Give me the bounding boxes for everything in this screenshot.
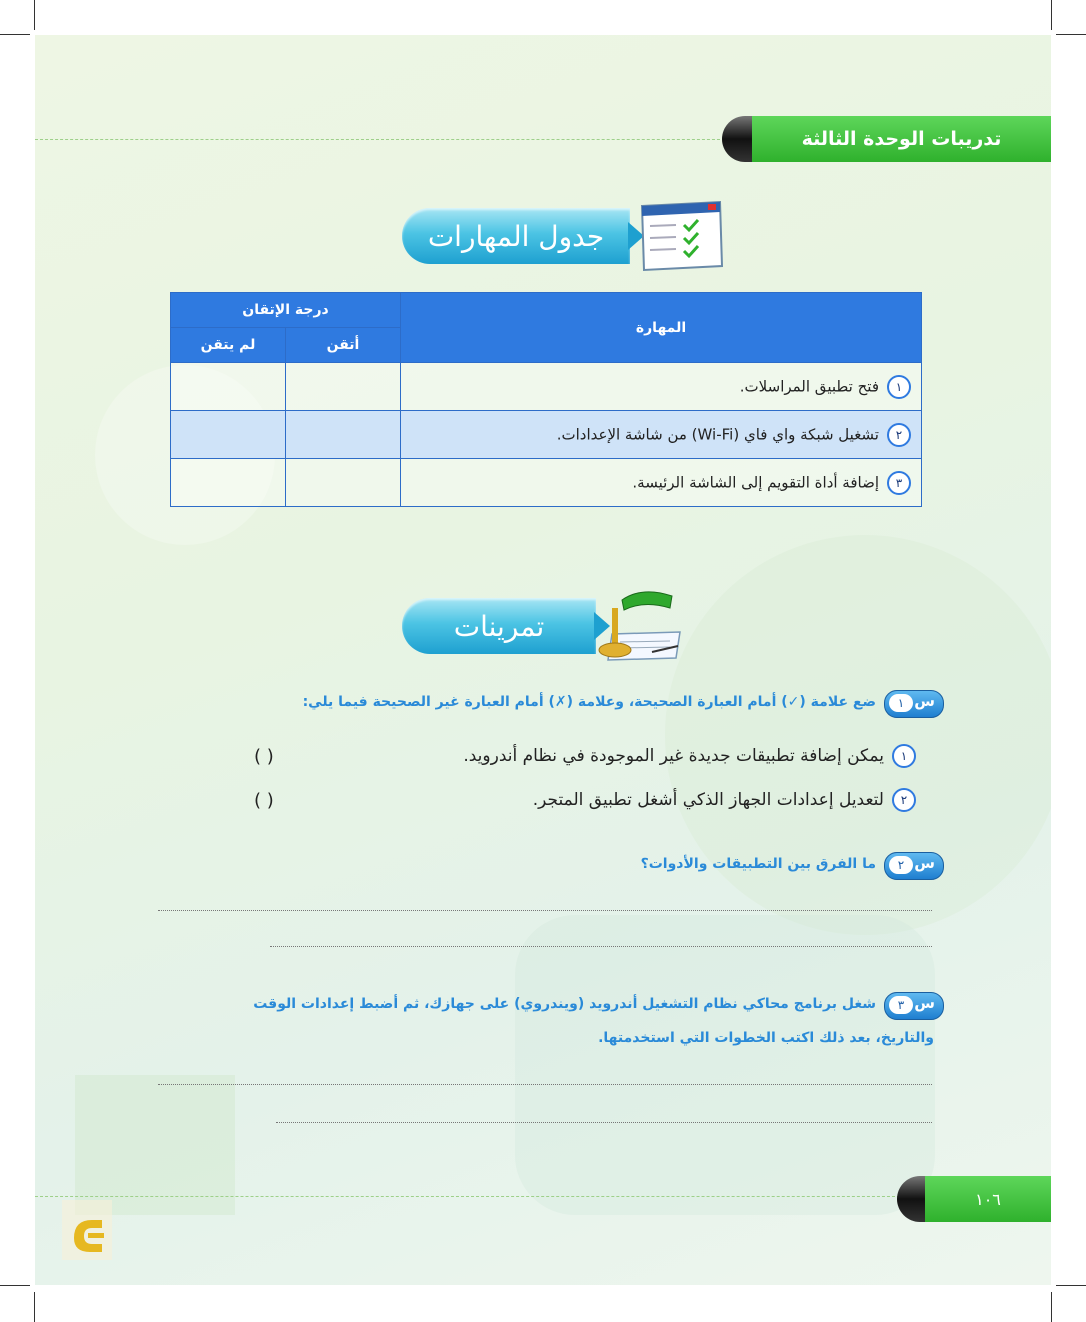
crop-mark — [1056, 34, 1086, 35]
item-number: ١ — [892, 744, 916, 768]
unit-title: تدريبات الوحدة الثالثة — [752, 116, 1051, 162]
col-mastery-header: درجة الإتقان — [171, 293, 401, 328]
question-badge — [884, 992, 944, 1020]
crop-mark — [1051, 1292, 1052, 1322]
skill-text: إضافة أداة التقويم إلى الشاشة الرئيسة. — [632, 473, 879, 491]
skill-text: تشغيل شبكة واي فاي (Wi-Fi) من شاشة الإعدادات. — [556, 425, 879, 443]
answer-line[interactable] — [270, 946, 932, 947]
question-label: س — [914, 994, 935, 1012]
unit-header — [722, 116, 1051, 162]
answer-line[interactable] — [158, 910, 932, 911]
row-number: ١ — [887, 375, 911, 399]
answer-box[interactable]: ( ) — [254, 746, 274, 767]
desk-lamp-icon — [592, 586, 684, 666]
not-mastered-cell[interactable] — [171, 363, 286, 411]
answer-line[interactable] — [158, 1084, 932, 1085]
page-footer — [897, 1176, 1051, 1222]
crop-mark — [1051, 0, 1052, 30]
skill-text: فتح تطبيق المراسلات. — [739, 377, 879, 395]
question-1-text: ضع علامة (✓) أمام العبارة الصحيحة، وعلامة (✗) أمام العبارة غير الصحيحة فيما يلي: — [302, 694, 876, 710]
table-row — [171, 363, 922, 411]
table-row — [171, 411, 922, 459]
exercises-section-title: تمرينات — [402, 598, 596, 654]
mastered-cell[interactable] — [286, 363, 401, 411]
skill-cell — [401, 363, 922, 411]
col-mastered-header: أتقن — [286, 328, 401, 363]
crop-mark — [0, 1285, 30, 1286]
question-number: ١ — [889, 694, 913, 712]
question-number: ٢ — [889, 856, 913, 874]
crop-mark — [1056, 1285, 1086, 1286]
table-row — [171, 459, 922, 507]
question-number: ٣ — [889, 996, 913, 1014]
crop-mark — [34, 0, 35, 30]
footer-divider — [35, 1196, 905, 1197]
question-badge — [884, 852, 944, 880]
question-2-text: ما الفرق بين التطبيقات والأدوات؟ — [640, 856, 876, 872]
true-false-item — [420, 788, 916, 812]
page-number: ١٠٦ — [925, 1176, 1051, 1222]
true-false-item — [420, 744, 916, 768]
crop-mark — [34, 1292, 35, 1322]
publisher-logo-icon — [62, 1200, 112, 1260]
skill-cell — [401, 411, 922, 459]
question-badge — [884, 690, 944, 718]
skill-cell — [401, 459, 922, 507]
crop-mark — [0, 34, 30, 35]
item-number: ٢ — [892, 788, 916, 812]
col-skill-header: المهارة — [401, 293, 922, 363]
skills-table — [170, 292, 922, 507]
question-label: س — [914, 854, 935, 872]
answer-box[interactable]: ( ) — [254, 790, 274, 811]
item-text: لتعديل إعدادات الجهاز الذكي أشغل تطبيق المتجر. — [532, 790, 884, 810]
item-text: يمكن إضافة تطبيقات جديدة غير الموجودة في نظام أندرويد. — [463, 746, 884, 766]
not-mastered-cell[interactable] — [171, 411, 286, 459]
answer-line[interactable] — [276, 1122, 932, 1123]
skills-section-title: جدول المهارات — [402, 208, 630, 264]
col-not-mastered-header: لم يتقن — [171, 328, 286, 363]
checklist-window-icon — [636, 198, 728, 274]
question-3-text-line1: شغل برنامج محاكي نظام التشغيل أندرويد (ويندروي) على جهازك، ثم أضبط إعدادات الوقت — [253, 996, 876, 1012]
mastered-cell[interactable] — [286, 411, 401, 459]
not-mastered-cell[interactable] — [171, 459, 286, 507]
header-divider — [35, 139, 725, 140]
question-3-text-line2: والتاريخ، بعد ذلك اكتب الخطوات التي استخدمتها. — [598, 1030, 934, 1046]
row-number: ٣ — [887, 471, 911, 495]
mastered-cell[interactable] — [286, 459, 401, 507]
question-label: س — [914, 692, 935, 710]
row-number: ٢ — [887, 423, 911, 447]
